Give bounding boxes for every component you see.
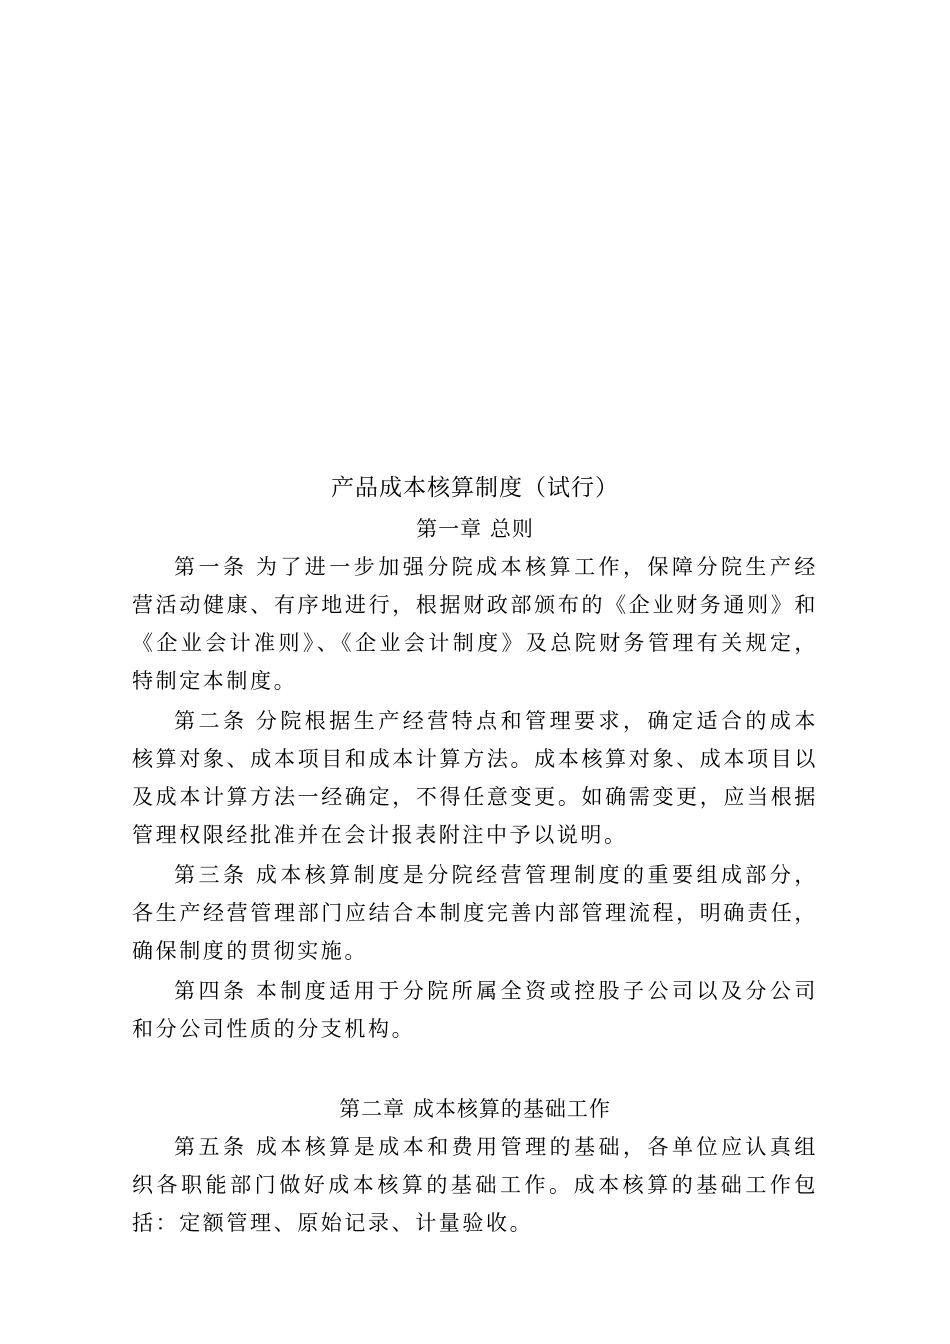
article-paragraph xyxy=(132,702,818,854)
article-text: 成本核算是成本和费用管理的基础，各单位应认真组织各职能部门做好成本核算的基础工作。成本核算的基础工作包括：定额管理、原始记录、计量验收。 xyxy=(132,1135,818,1235)
article-text: 本制度适用于分院所属全资或控股子公司以及分公司和分公司性质的分支机构。 xyxy=(132,979,818,1041)
article-label: 第三条 xyxy=(174,863,248,887)
article-text: 分院根据生产经营特点和管理要求，确定适合的成本核算对象、成本项目和成本计算方法。成本核算对象、成本项目以及成本计算方法一经确定，不得任意变更。如确需变更，应当根据管理权限经批准并在会计报表附注中予以说明。 xyxy=(132,709,818,847)
article-text: 成本核算制度是分院经营管理制度的重要组成部分，各生产经营管理部门应结合本制度完善内部管理流程，明确责任，确保制度的贯彻实施。 xyxy=(132,863,818,963)
document-body xyxy=(132,466,818,1242)
document-title: 产品成本核算制度（试行） xyxy=(331,475,619,501)
article-label: 第四条 xyxy=(174,979,248,1003)
article-paragraph xyxy=(132,1128,818,1242)
article-paragraph xyxy=(132,856,818,970)
article-text: 为了进一步加强分院成本核算工作，保障分院生产经营活动健康、有序地进行，根据财政部颁布的《企业财务通则》和《企业会计准则》、《企业会计制度》及总院财务管理有关规定，特制定本制度。 xyxy=(132,555,818,693)
chapter-heading: 第一章 总则 xyxy=(416,517,534,541)
article-paragraph xyxy=(132,972,818,1048)
article-label: 第一条 xyxy=(174,555,248,579)
chapter-heading: 第二章 成本核算的基础工作 xyxy=(339,1097,611,1121)
article-label: 第五条 xyxy=(174,1135,248,1159)
article-label: 第二条 xyxy=(174,709,248,733)
article-paragraph xyxy=(132,548,818,700)
